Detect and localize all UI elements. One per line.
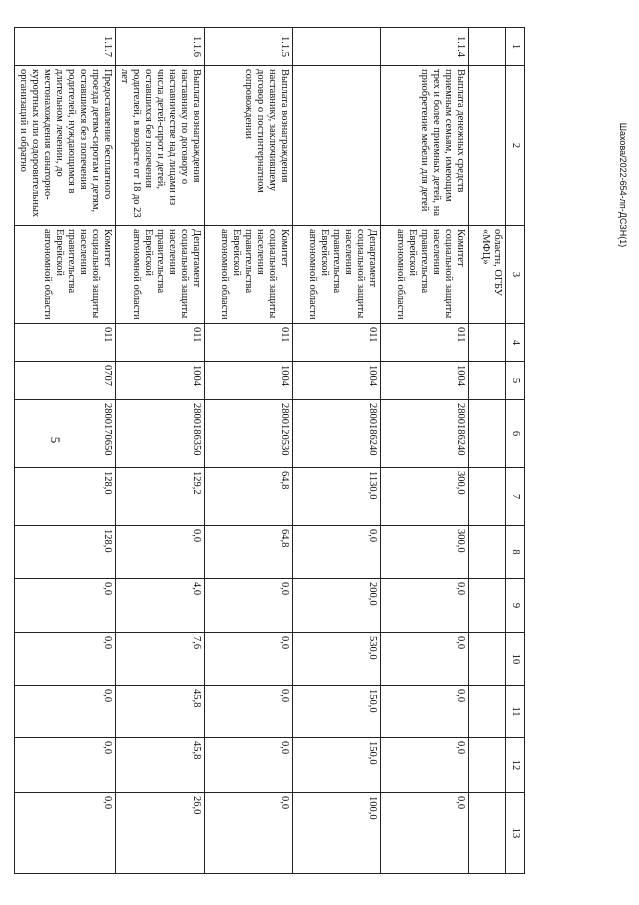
row-executor: Департамент социальной защиты населения правительства Еврейской автономной области xyxy=(116,226,205,324)
table-container xyxy=(18,27,525,873)
cell-value: 64,8 xyxy=(205,526,293,579)
cell-value: 45,8 xyxy=(116,686,205,738)
col-header: 3 xyxy=(506,226,525,324)
cell-value: 0,0 xyxy=(205,738,293,793)
cell-value: 128,0 xyxy=(15,526,116,579)
cell-value: 64,8 xyxy=(205,468,293,526)
cell-value: 530,0 xyxy=(293,633,381,686)
cell-value: 0,0 xyxy=(15,793,116,874)
sub-cell xyxy=(469,738,506,793)
cell-value: 0,0 xyxy=(205,579,293,633)
sub-cell xyxy=(469,468,506,526)
cell-value: 0,0 xyxy=(116,526,205,579)
cell-value: 0,0 xyxy=(381,738,469,793)
page-number: 5 xyxy=(48,436,63,444)
cell-code: 2800170650 xyxy=(15,400,116,468)
cell-value: 1130,0 xyxy=(293,468,381,526)
cell-value: 300,0 xyxy=(381,468,469,526)
cell-value: 4,0 xyxy=(116,579,205,633)
cell-value: 300,0 xyxy=(381,526,469,579)
row-description xyxy=(293,66,381,226)
cell-code: 011 xyxy=(15,324,116,362)
cell-code: 011 xyxy=(381,324,469,362)
cell-value: 45,8 xyxy=(116,738,205,793)
col-header: 2 xyxy=(506,66,525,226)
cell-code: 1004 xyxy=(293,362,381,400)
cell-code: 2800186240 xyxy=(381,400,469,468)
sub-cell xyxy=(469,324,506,362)
sub-cell xyxy=(469,633,506,686)
row-number: 1.1.7 xyxy=(15,28,116,66)
continuation-row xyxy=(469,28,506,874)
sub-cell xyxy=(469,362,506,400)
cell-value: 0,0 xyxy=(381,686,469,738)
cell-value: 129,2 xyxy=(116,468,205,526)
cell-value: 0,0 xyxy=(205,633,293,686)
cell-value: 7,6 xyxy=(116,633,205,686)
table-row xyxy=(381,28,469,874)
cell-value: 0,0 xyxy=(381,633,469,686)
col-header: 4 xyxy=(506,324,525,362)
cell-code: 1004 xyxy=(381,362,469,400)
table-row xyxy=(205,28,293,874)
cell-value: 0,0 xyxy=(15,579,116,633)
cell-value: 0,0 xyxy=(205,686,293,738)
cell-code: 1004 xyxy=(205,362,293,400)
cell-code: 011 xyxy=(205,324,293,362)
row-number: 1.1.5 xyxy=(205,28,293,66)
col-header: 8 xyxy=(506,526,525,579)
sub-cell-executor: областн, ОГБУ «МФЦ» xyxy=(469,226,506,324)
cell-code: 0707 xyxy=(15,362,116,400)
row-number xyxy=(293,28,381,66)
budget-table xyxy=(14,27,525,874)
cell-value: 0,0 xyxy=(15,633,116,686)
table-row xyxy=(293,28,381,874)
sub-cell xyxy=(469,28,506,66)
col-header: 11 xyxy=(506,686,525,738)
row-executor: Комитет социальной защиты населения правительства Еврейской автономной области xyxy=(15,226,116,324)
col-header: 5 xyxy=(506,362,525,400)
cell-value: 26,0 xyxy=(116,793,205,874)
col-header: 10 xyxy=(506,633,525,686)
col-header: 9 xyxy=(506,579,525,633)
sub-cell xyxy=(469,66,506,226)
cell-value: 0,0 xyxy=(15,738,116,793)
cell-value: 100,0 xyxy=(293,793,381,874)
row-number: 1.1.6 xyxy=(116,28,205,66)
cell-code: 011 xyxy=(116,324,205,362)
cell-code: 1004 xyxy=(116,362,205,400)
cell-value: 128,0 xyxy=(15,468,116,526)
row-executor: Комитет социальной защиты населения правительства Еврейской автономной области xyxy=(205,226,293,324)
document-code: Шахова/2022-654-лп-ДСЗН(1) xyxy=(618,122,628,248)
row-description: Предоставление бесплатного проезда детям-сиротам и детям, оставшимся без попечения родителей, нуждающимся в длительном лечении, до местонахождения санаторно-курортных или оздоровительных организаций и обратно xyxy=(15,66,116,226)
cell-value: 150,0 xyxy=(293,738,381,793)
row-description: Выплата вознаграждения наставнику, заключившему договор о постинтернатном сопровождении xyxy=(205,66,293,226)
col-header: 12 xyxy=(506,738,525,793)
col-header: 1 xyxy=(506,28,525,66)
col-header: 13 xyxy=(506,793,525,874)
row-executor: Департамент социальной защиты населения правительства Еврейской автономной области xyxy=(293,226,381,324)
table-row xyxy=(15,28,116,874)
cell-value: 0,0 xyxy=(381,793,469,874)
sub-cell xyxy=(469,793,506,874)
cell-value: 0,0 xyxy=(205,793,293,874)
table-row xyxy=(116,28,205,874)
row-number: 1.1.4 xyxy=(381,28,469,66)
cell-code: 011 xyxy=(293,324,381,362)
header-row xyxy=(506,28,525,874)
cell-value: 0,0 xyxy=(293,526,381,579)
cell-code: 2800120530 xyxy=(205,400,293,468)
cell-value: 200,0 xyxy=(293,579,381,633)
col-header: 6 xyxy=(506,400,525,468)
row-executor: Комитет социальной защиты населения правительства Еврейской автономной области xyxy=(381,226,469,324)
cell-code: 2800186240 xyxy=(293,400,381,468)
cell-code: 2800186350 xyxy=(116,400,205,468)
sub-cell xyxy=(469,526,506,579)
sub-cell xyxy=(469,400,506,468)
cell-value: 0,0 xyxy=(381,579,469,633)
col-header: 7 xyxy=(506,468,525,526)
cell-value: 0,0 xyxy=(15,686,116,738)
row-description: Выплата денежных средств приемным семьям, имеющим трех и более приемных детей, на приобретение мебели для детей xyxy=(381,66,469,226)
sub-cell xyxy=(469,579,506,633)
cell-value: 150,0 xyxy=(293,686,381,738)
row-description: Выплата вознаграждения наставнику по договору о наставничестве над лицами из числа детей-сирот и детей, оставшихся без попечения родителей, в возрасте от 18 до 23 лет xyxy=(116,66,205,226)
sub-cell xyxy=(469,686,506,738)
